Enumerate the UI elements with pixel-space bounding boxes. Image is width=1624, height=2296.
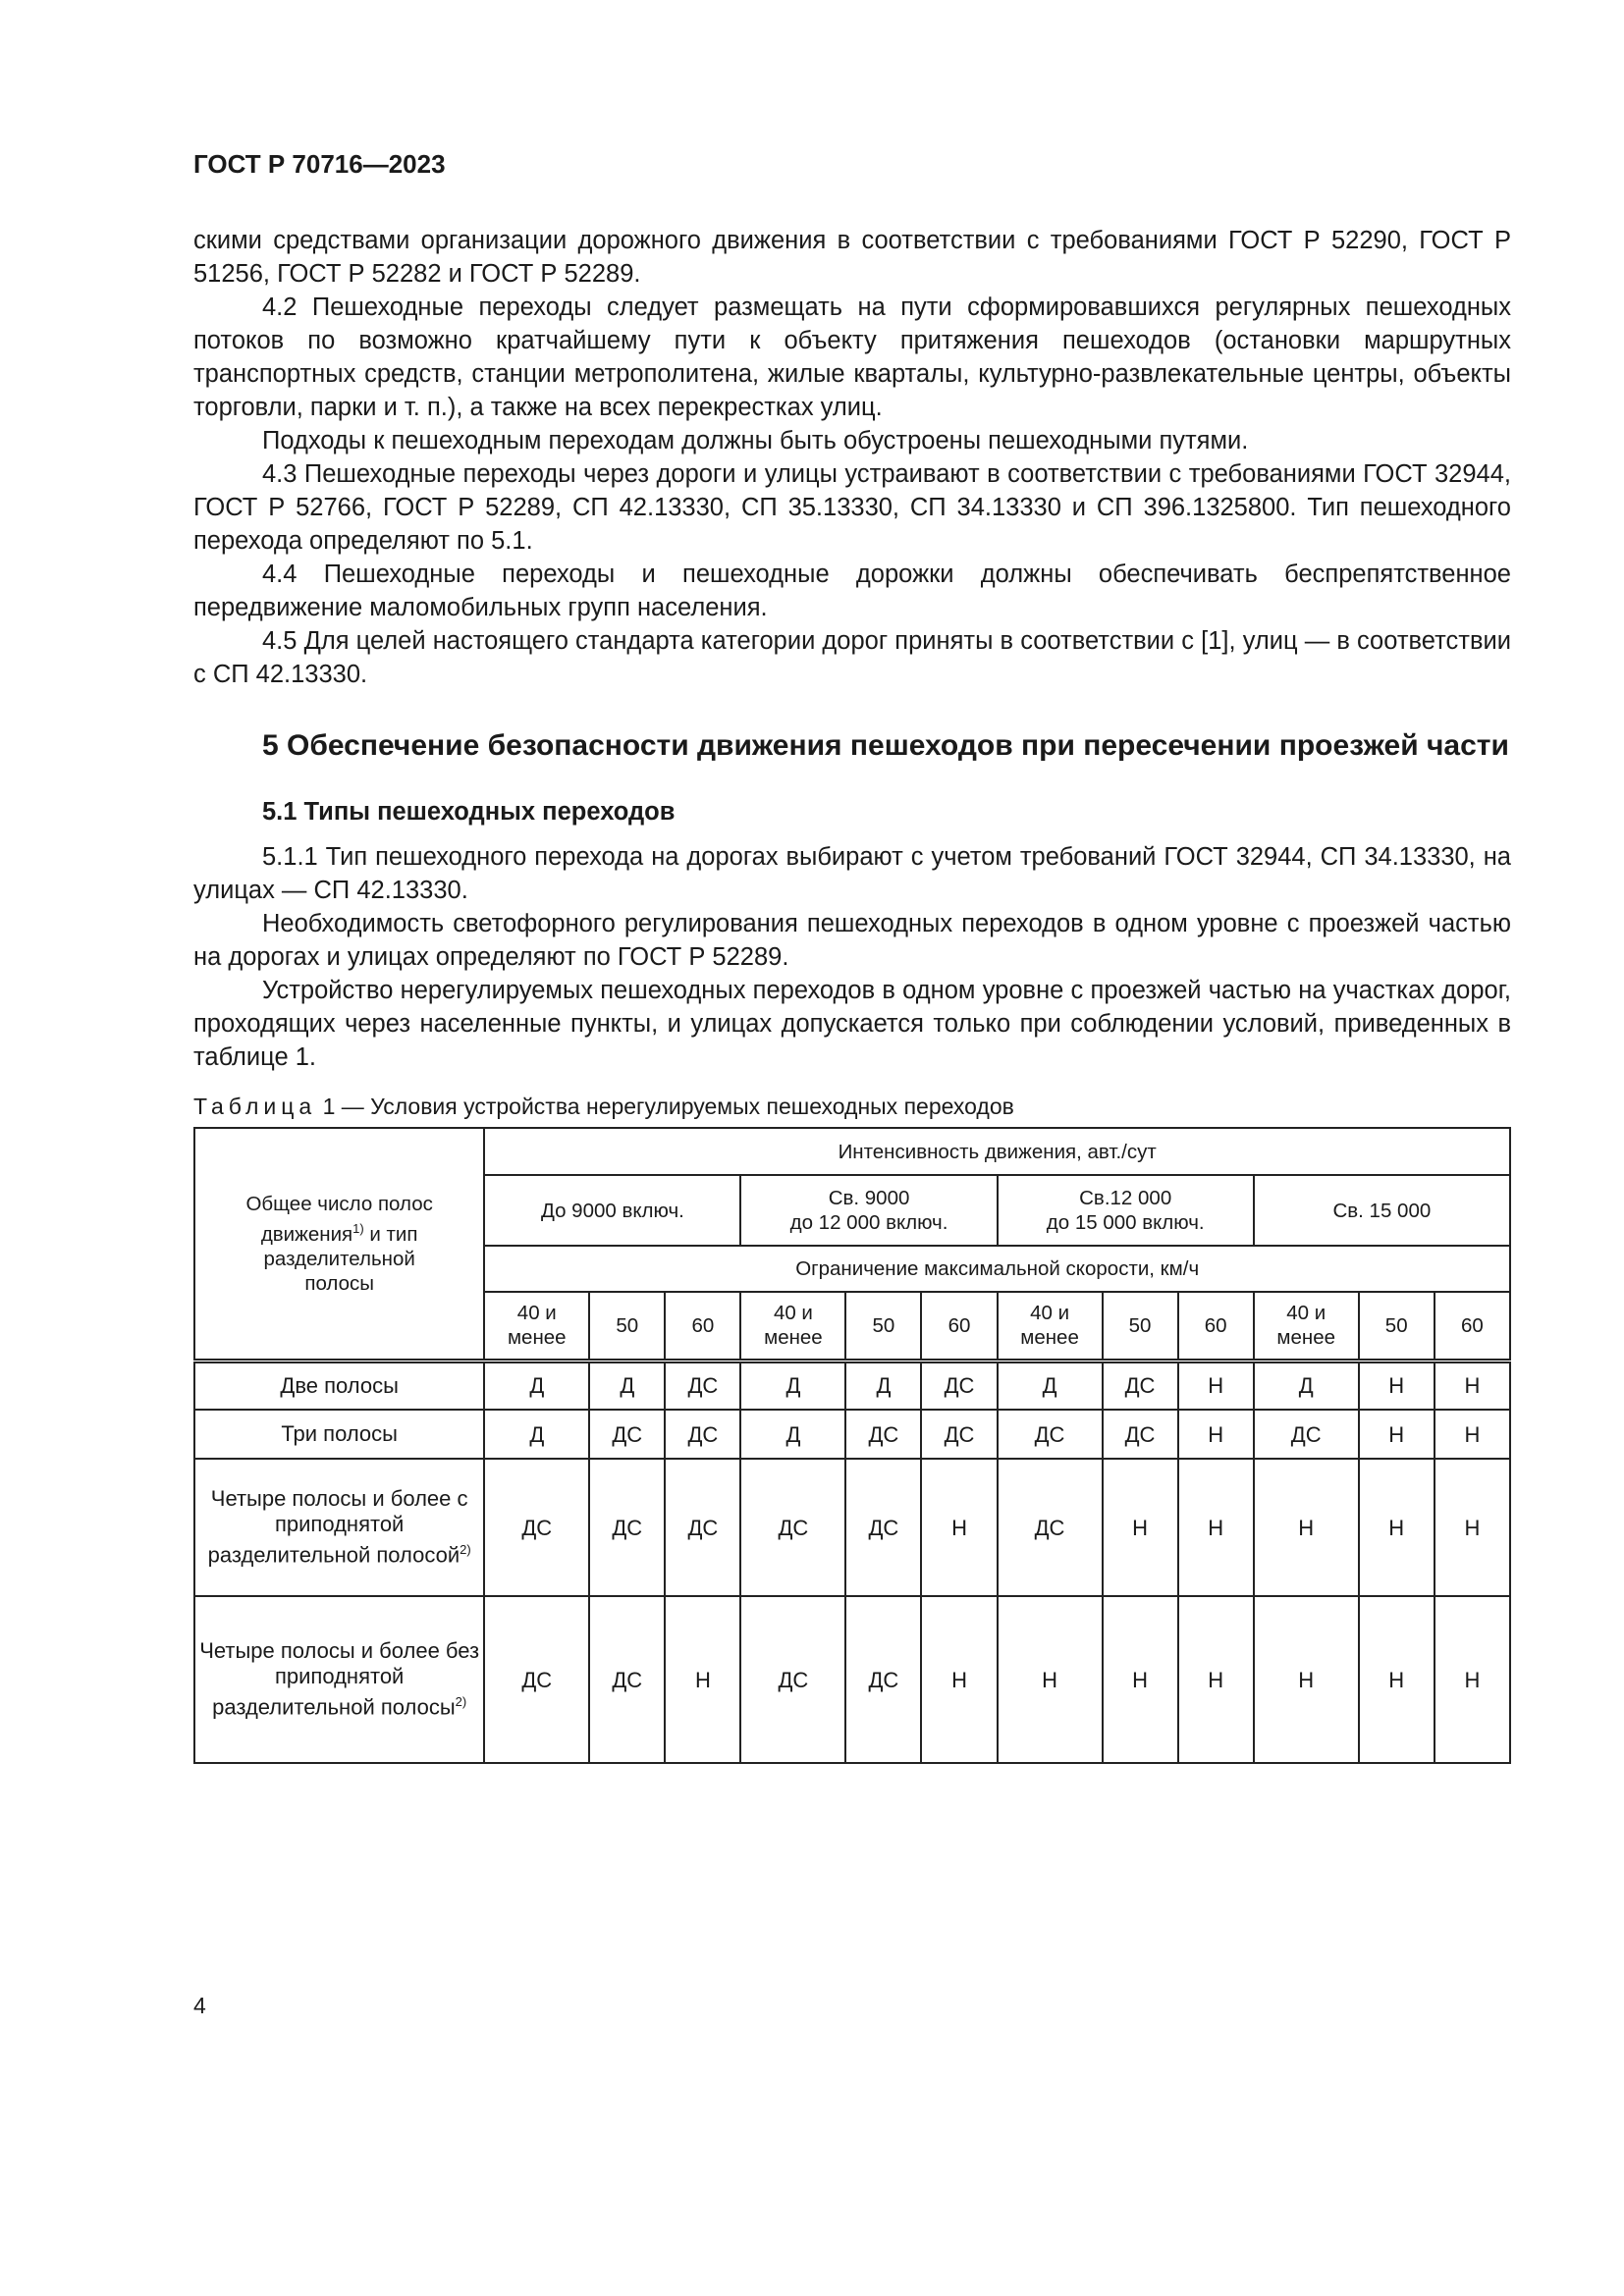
- row-header-text: Общее число полос: [245, 1192, 433, 1215]
- value-cell: ДС: [665, 1361, 740, 1410]
- group-label: Св.12 000: [1079, 1187, 1172, 1209]
- value-cell: Н: [1435, 1459, 1510, 1596]
- paragraph-4-2: 4.2 Пешеходные переходы следует размещать на пути сформировавшихся регулярных пешеходных потоков по возможно кратчайшему пути к объекту притяжения пешеходов (остановки маршрутных транспортных средств, станции метрополитена, жилые кварталы, культурно-развлекательные центры, объекты торговли, парки и т. п.), а также на всех перекрестках улиц.: [193, 294, 1511, 421]
- paragraph-4-3: 4.3 Пешеходные переходы через дороги и улицы устраивают в соответствии с требованиями ГОСТ 32944, ГОСТ Р 52766, ГОСТ Р 52289, СП 42.13330, СП 35.13330, СП 34.13330 и СП 396.1325800. Тип пешеходного перехода определяют по 5.1.: [193, 460, 1511, 555]
- conditions-table: [193, 1127, 1511, 1764]
- value-cell: Н: [1178, 1596, 1254, 1763]
- row-label-text: Четыре полосы и более без приподнятой разделительной полосы: [199, 1638, 480, 1720]
- speed-cell: 60: [1435, 1292, 1510, 1361]
- row-header-text: движения: [260, 1222, 353, 1246]
- row-label: [194, 1410, 484, 1459]
- speed-cell: 60: [665, 1292, 740, 1361]
- value-cell: Н: [921, 1459, 997, 1596]
- row-label: [194, 1459, 484, 1596]
- value-cell: Д: [998, 1361, 1103, 1410]
- value-cell: Н: [1435, 1410, 1510, 1459]
- value-cell: ДС: [484, 1596, 589, 1763]
- speed-cell: [740, 1292, 845, 1361]
- value-cell: Н: [1178, 1459, 1254, 1596]
- group-header: [740, 1175, 997, 1246]
- speed-label: 40 и: [773, 1302, 813, 1325]
- footnote-ref: 2): [455, 1694, 467, 1710]
- value-cell: ДС: [1254, 1410, 1359, 1459]
- speed-cell: 50: [589, 1292, 665, 1361]
- value-cell: ДС: [998, 1410, 1103, 1459]
- footnote-ref: 1): [352, 1220, 364, 1236]
- value-cell: Н: [998, 1596, 1103, 1763]
- section-title: 5 Обеспечение безопасности движения пешеходов при пересечении проезжей части: [262, 729, 1509, 762]
- value-cell: ДС: [589, 1596, 665, 1763]
- group-label: до 15 000 включ.: [1046, 1211, 1205, 1234]
- speed-label: менее: [1276, 1326, 1335, 1350]
- value-cell: Н: [1178, 1410, 1254, 1459]
- speed-cell: [1254, 1292, 1359, 1361]
- table-row: [194, 1459, 1510, 1596]
- row-label-text: Четыре полосы и более с приподнятой разделительной полосой: [207, 1486, 468, 1568]
- intensity-header: Интенсивность движения, авт./сут: [484, 1128, 1510, 1175]
- speed-header: Ограничение максимальной скорости, км/ч: [484, 1246, 1510, 1292]
- speed-cell: 50: [1103, 1292, 1178, 1361]
- speed-cell: [998, 1292, 1103, 1361]
- value-cell: Д: [1254, 1361, 1359, 1410]
- speed-label: 40 и: [1030, 1302, 1070, 1325]
- speed-cell: 50: [1359, 1292, 1435, 1361]
- value-cell: Д: [484, 1361, 589, 1410]
- value-cell: Д: [740, 1410, 845, 1459]
- value-cell: Н: [1254, 1596, 1359, 1763]
- table-row: [194, 1361, 1510, 1410]
- row-header-text: разделительной: [263, 1247, 415, 1270]
- table-row: [194, 1410, 1510, 1459]
- value-cell: Н: [1178, 1361, 1254, 1410]
- subsection-title: 5.1 Типы пешеходных переходов: [262, 798, 676, 826]
- table-row: [194, 1596, 1510, 1763]
- value-cell: ДС: [1103, 1410, 1178, 1459]
- value-cell: Н: [1435, 1361, 1510, 1410]
- group-label: до 12 000 включ.: [789, 1211, 948, 1234]
- speed-label: 40 и: [1286, 1302, 1326, 1325]
- value-cell: ДС: [845, 1459, 921, 1596]
- row-label: [194, 1596, 484, 1763]
- footnote-ref: 2): [460, 1542, 471, 1558]
- row-label-text: Две полосы: [280, 1372, 399, 1398]
- table-caption: [193, 1092, 1511, 1121]
- value-cell: Н: [1103, 1596, 1178, 1763]
- document-header: ГОСТ Р 70716—2023: [193, 149, 446, 179]
- value-cell: Д: [589, 1361, 665, 1410]
- value-cell: ДС: [740, 1459, 845, 1596]
- value-cell: ДС: [665, 1410, 740, 1459]
- paragraph-5-1-1: 5.1.1 Тип пешеходного перехода на дорогах выбирают с учетом требований ГОСТ 32944, СП 34.13330, на улицах — СП 42.13330.: [193, 843, 1511, 904]
- value-cell: ДС: [665, 1459, 740, 1596]
- value-cell: Н: [665, 1596, 740, 1763]
- value-cell: ДС: [845, 1596, 921, 1763]
- speed-label: менее: [1020, 1326, 1079, 1350]
- caption-text: 1 — Условия устройства нерегулируемых пешеходных переходов: [316, 1094, 1014, 1119]
- value-cell: Н: [1254, 1459, 1359, 1596]
- group-label: Св. 9000: [828, 1187, 910, 1209]
- value-cell: ДС: [921, 1410, 997, 1459]
- value-cell: ДС: [589, 1459, 665, 1596]
- value-cell: ДС: [589, 1410, 665, 1459]
- speed-cell: 50: [845, 1292, 921, 1361]
- group-label: До 9000 включ.: [540, 1199, 684, 1222]
- paragraph-4-4: 4.4 Пешеходные переходы и пешеходные дорожки должны обеспечивать беспрепятственное передвижение маломобильных групп населения.: [193, 561, 1511, 621]
- speed-label: менее: [764, 1326, 823, 1350]
- row-label: [194, 1361, 484, 1410]
- value-cell: Н: [1359, 1459, 1435, 1596]
- group-header: [1254, 1175, 1510, 1246]
- speed-cell: [484, 1292, 589, 1361]
- value-cell: Н: [1435, 1596, 1510, 1763]
- value-cell: Н: [921, 1596, 997, 1763]
- value-cell: ДС: [921, 1361, 997, 1410]
- speed-label: 40 и: [516, 1302, 557, 1325]
- value-cell: Д: [845, 1361, 921, 1410]
- paragraph-4-5: 4.5 Для целей настоящего стандарта категории дорог приняты в соответствии с [1], улиц — в соответствии с СП 42.13330.: [193, 627, 1511, 688]
- group-header: [484, 1175, 740, 1246]
- value-cell: Н: [1359, 1361, 1435, 1410]
- row-header-text: полосы: [304, 1271, 374, 1295]
- paragraph: Устройство нерегулируемых пешеходных переходов в одном уровне с проезжей частью на участках дорог, проходящих через населенные пункты, и улицах допускается только при соблюдении условий, приведенных в таблице 1.: [193, 977, 1511, 1071]
- group-header: [998, 1175, 1254, 1246]
- page-number: 4: [193, 1993, 206, 2018]
- value-cell: ДС: [1103, 1361, 1178, 1410]
- value-cell: ДС: [845, 1410, 921, 1459]
- group-label: Св. 15 000: [1332, 1199, 1432, 1222]
- value-cell: Д: [484, 1410, 589, 1459]
- value-cell: ДС: [740, 1596, 845, 1763]
- value-cell: ДС: [484, 1459, 589, 1596]
- paragraph: скими средствами организации дорожного движения в соответствии с требованиями ГОСТ Р 52290, ГОСТ Р 51256, ГОСТ Р 52282 и ГОСТ Р 52289.: [193, 227, 1511, 288]
- value-cell: ДС: [998, 1459, 1103, 1596]
- row-header-text: и тип: [363, 1222, 418, 1246]
- value-cell: Д: [740, 1361, 845, 1410]
- value-cell: Н: [1359, 1596, 1435, 1763]
- speed-label: менее: [507, 1326, 567, 1350]
- caption-label: Таблица: [193, 1094, 317, 1119]
- document-body: [193, 224, 1511, 1764]
- value-cell: Н: [1359, 1410, 1435, 1459]
- value-cell: Н: [1103, 1459, 1178, 1596]
- speed-cell: 60: [921, 1292, 997, 1361]
- row-header-cell: [194, 1128, 484, 1361]
- speed-cell: 60: [1178, 1292, 1254, 1361]
- paragraph: Необходимость светофорного регулирования пешеходных переходов в одном уровне с проезжей частью на дорогах и улицах определяют по ГОСТ Р 52289.: [193, 910, 1511, 971]
- row-label-text: Три полосы: [281, 1421, 398, 1446]
- paragraph: Подходы к пешеходным переходам должны быть обустроены пешеходными путями.: [262, 427, 1249, 454]
